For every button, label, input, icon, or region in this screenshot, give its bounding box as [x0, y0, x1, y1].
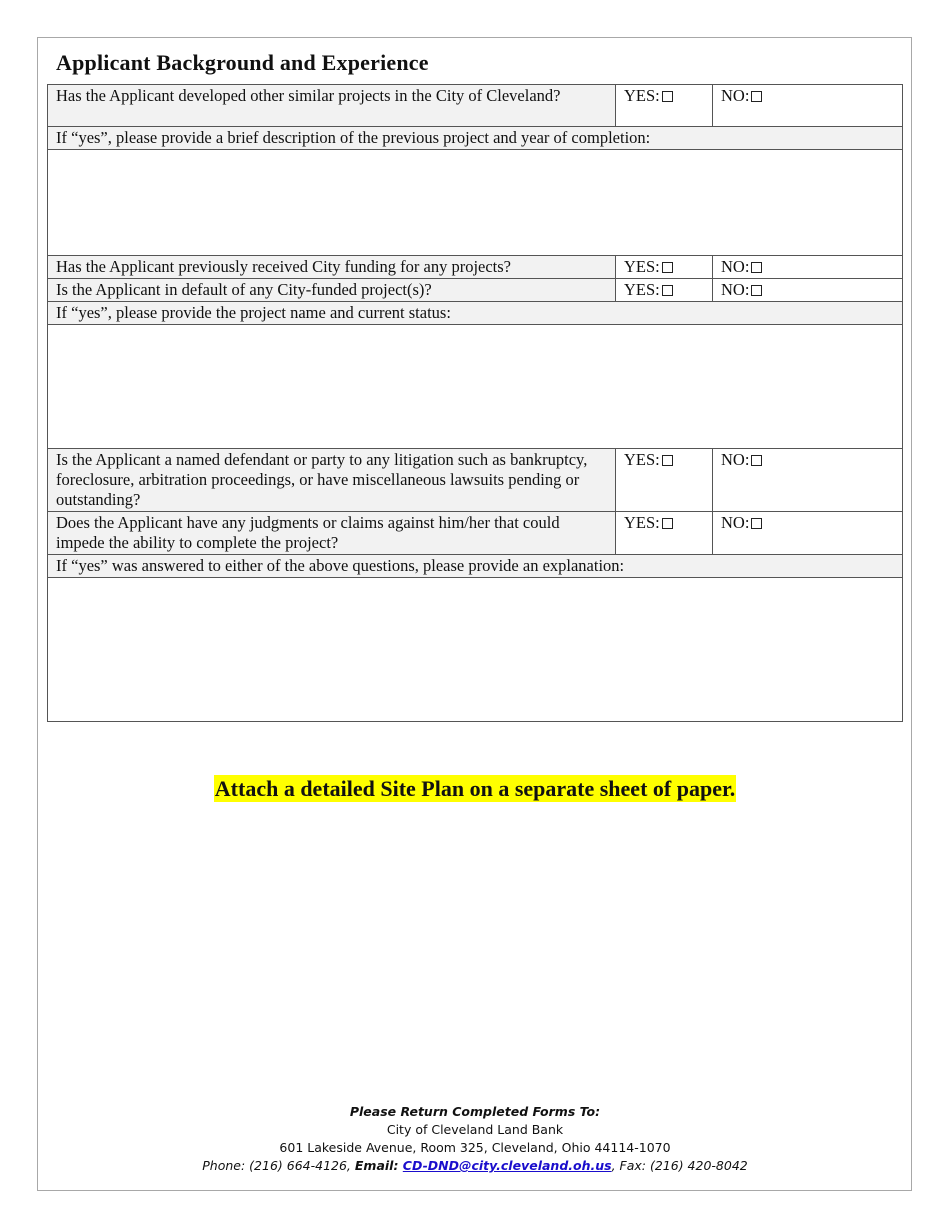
site-plan-notice-text: Attach a detailed Site Plan on a separate sheet of paper. — [214, 776, 736, 801]
section-title: Applicant Background and Experience — [56, 50, 429, 75]
question-judgments: Does the Applicant have any judgments or claims against him/her that could impede the ability to complete the project? — [48, 512, 616, 555]
prompt-explanation: If “yes” was answered to either of the above questions, please provide an explanation: — [48, 555, 903, 578]
no-checkbox[interactable] — [751, 285, 762, 296]
footer-title: Please Return Completed Forms To: — [349, 1104, 601, 1119]
yes-label: YES: — [624, 513, 660, 532]
prompt-row — [48, 127, 903, 150]
footer-fax: , Fax: (216) 420-8042 — [611, 1158, 748, 1173]
answer-project-status-field[interactable] — [48, 325, 903, 449]
question-default: Is the Applicant in default of any City-funded project(s)? — [48, 279, 616, 302]
question-litigation: Is the Applicant a named defendant or party to any litigation such as bankruptcy, foreclosure, arbitration proceedings, or have miscellaneous lawsuits pending or outstanding? — [48, 449, 616, 512]
yes-option[interactable] — [616, 449, 713, 512]
no-label: NO: — [721, 280, 750, 299]
yes-label: YES: — [624, 86, 660, 105]
return-address-footer — [0, 1103, 950, 1175]
no-checkbox[interactable] — [751, 518, 762, 529]
site-plan-notice — [0, 776, 950, 802]
no-label: NO: — [721, 86, 750, 105]
no-label: NO: — [721, 450, 750, 469]
yes-label: YES: — [624, 280, 660, 299]
yes-option[interactable] — [616, 279, 713, 302]
prompt-row — [48, 555, 903, 578]
yes-label: YES: — [624, 257, 660, 276]
answer-row — [48, 578, 903, 722]
yes-checkbox[interactable] — [662, 285, 673, 296]
yes-option[interactable] — [616, 85, 713, 127]
yes-label: YES: — [624, 450, 660, 469]
question-city-funding: Has the Applicant previously received City funding for any projects? — [48, 256, 616, 279]
question-row — [48, 256, 903, 279]
yes-option[interactable] — [616, 256, 713, 279]
no-option[interactable] — [713, 449, 903, 512]
question-row — [48, 279, 903, 302]
question-row — [48, 85, 903, 127]
footer-phone: Phone: (216) 664-4126, — [202, 1158, 355, 1173]
no-option[interactable] — [713, 85, 903, 127]
footer-email-link[interactable]: CD-DND@city.cleveland.oh.us — [402, 1158, 612, 1173]
no-option[interactable] — [713, 256, 903, 279]
yes-checkbox[interactable] — [662, 518, 673, 529]
no-option[interactable] — [713, 512, 903, 555]
answer-row — [48, 325, 903, 449]
prompt-row — [48, 302, 903, 325]
answer-explanation-field[interactable] — [48, 578, 903, 722]
yes-checkbox[interactable] — [662, 455, 673, 466]
footer-address: 601 Lakeside Avenue, Room 325, Cleveland, Ohio 44114-1070 — [279, 1140, 671, 1155]
yes-checkbox[interactable] — [662, 262, 673, 273]
no-checkbox[interactable] — [751, 262, 762, 273]
background-form-table — [47, 84, 903, 722]
question-similar-projects: Has the Applicant developed other similar projects in the City of Cleveland? — [48, 85, 616, 127]
question-row — [48, 512, 903, 555]
prompt-previous-project: If “yes”, please provide a brief description of the previous project and year of completion: — [48, 127, 903, 150]
no-label: NO: — [721, 513, 750, 532]
answer-previous-project-field[interactable] — [48, 150, 903, 256]
footer-contact-line — [0, 1157, 950, 1175]
yes-checkbox[interactable] — [662, 91, 673, 102]
no-checkbox[interactable] — [751, 91, 762, 102]
footer-email-label: Email: — [354, 1158, 403, 1173]
yes-option[interactable] — [616, 512, 713, 555]
no-option[interactable] — [713, 279, 903, 302]
answer-row — [48, 150, 903, 256]
question-row — [48, 449, 903, 512]
prompt-project-status: If “yes”, please provide the project name and current status: — [48, 302, 903, 325]
footer-org: City of Cleveland Land Bank — [386, 1122, 564, 1137]
no-checkbox[interactable] — [751, 455, 762, 466]
no-label: NO: — [721, 257, 750, 276]
